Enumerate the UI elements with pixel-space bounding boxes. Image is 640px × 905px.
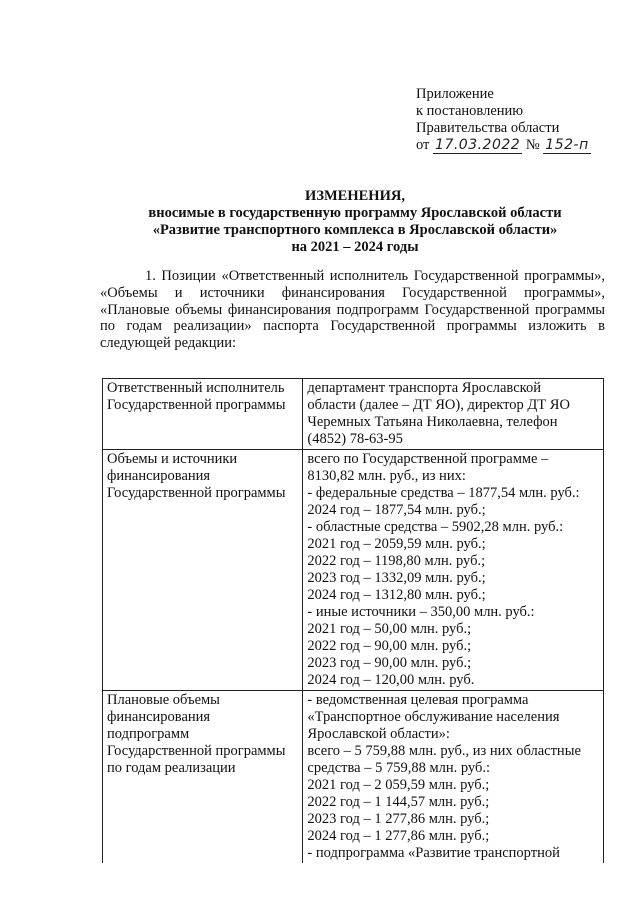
cell-line: - подпрограмма «Развитие транспортной	[307, 845, 560, 861]
table-row	[103, 379, 604, 450]
cell-line: - иные источники – 350,00 млн. руб.:	[307, 604, 535, 620]
header-title: ИЗМЕНЕНИЯ,	[305, 188, 405, 204]
header-line-2: вносимые в государственную программу Ярославской области	[148, 205, 562, 221]
cell-line: Государственной программы	[107, 397, 286, 413]
annex-line-2: к постановлению	[416, 103, 524, 119]
header-line-3: «Развитие транспортного комплекса в Ярославской области»	[152, 222, 558, 238]
cell-line: 2023 год – 1332,09 млн. руб.;	[307, 570, 486, 586]
from-label: от	[416, 137, 430, 153]
cell-line: - областные средства – 5902,28 млн. руб.:	[307, 519, 564, 535]
cell-line: 2022 год – 90,00 млн. руб.;	[307, 638, 472, 654]
intro-text: 1. Позиции «Ответственный исполнитель Государственной программы», «Объемы и источники финансирования Государственной программы», «Плановые объемы финансирования подпрограмм Государственной программы по годам реализации» паспорта Государственной программы изложить в следующей редакции:	[100, 268, 605, 352]
cell-line: 2024 год – 120,00 млн. руб.	[307, 672, 475, 688]
cell-line: финансирования	[107, 468, 211, 484]
cell-line: Государственной программы	[107, 743, 286, 759]
cell-line: финансирования	[107, 709, 211, 725]
position-value-cell	[303, 691, 604, 864]
cell-line: всего по Государственной программе –	[307, 451, 549, 467]
position-value-cell	[303, 379, 604, 450]
cell-line: «Транспортное обслуживание населения	[307, 709, 560, 725]
cell-line: 2022 год – 1198,80 млн. руб.;	[307, 553, 486, 569]
cell-line: 2021 год – 2059,59 млн. руб.;	[307, 536, 486, 552]
document-header	[100, 188, 610, 256]
annex-block	[416, 86, 626, 154]
cell-line: - федеральные средства – 1877,54 млн. руб.:	[307, 485, 580, 501]
cell-line: Объемы и источники	[107, 451, 238, 467]
cell-line: Государственной программы	[107, 485, 286, 501]
cell-line: 2021 год – 50,00 млн. руб.;	[307, 621, 472, 637]
handwritten-number: 152-п	[545, 137, 589, 153]
annex-line-3: Правительства области	[416, 120, 560, 136]
table-row	[103, 691, 604, 864]
annex-date-line	[416, 137, 626, 154]
passport-table	[102, 378, 604, 863]
cell-line: (4852) 78-63-95	[307, 431, 403, 447]
cell-line: департамент транспорта Ярославской	[307, 380, 541, 396]
cell-line: 8130,82 млн. руб., из них:	[307, 468, 466, 484]
cell-line: подпрограмм	[107, 726, 190, 742]
cell-line: средства – 5 759,88 млн. руб.:	[307, 760, 491, 776]
cell-line: Плановые объемы	[107, 692, 220, 708]
number-label: №	[525, 137, 540, 153]
position-value-cell	[303, 450, 604, 691]
position-name-cell	[103, 450, 303, 691]
cell-line: 2024 год – 1877,54 млн. руб.;	[307, 502, 486, 518]
cell-line: 2023 год – 1 277,86 млн. руб.;	[307, 811, 490, 827]
cell-line: области (далее – ДТ ЯО), директор ДТ ЯО	[307, 397, 570, 413]
cell-line: по годам реализации	[107, 760, 236, 776]
position-name-cell	[103, 691, 303, 864]
cell-line: 2022 год – 1 144,57 млн. руб.;	[307, 794, 490, 810]
cell-line: Ярославской области»:	[307, 726, 450, 742]
intro-paragraph	[100, 268, 605, 352]
cell-line: - ведомственная целевая программа	[307, 692, 529, 708]
cell-line: Черемных Татьяна Николаевна, телефон	[307, 414, 558, 430]
handwritten-date: 17.03.2022	[435, 137, 521, 153]
cell-line: 2024 год – 1312,80 млн. руб.;	[307, 587, 486, 603]
cell-line: Ответственный исполнитель	[107, 380, 285, 396]
table-row	[103, 450, 604, 691]
cell-line: 2024 год – 1 277,86 млн. руб.;	[307, 828, 490, 844]
cell-line: 2021 год – 2 059,59 млн. руб.;	[307, 777, 490, 793]
cell-line: 2023 год – 90,00 млн. руб.;	[307, 655, 472, 671]
cell-line: всего – 5 759,88 млн. руб., из них областные	[307, 743, 581, 759]
header-line-4: на 2021 – 2024 годы	[291, 239, 419, 255]
position-name-cell	[103, 379, 303, 450]
annex-line-1: Приложение	[416, 86, 494, 102]
